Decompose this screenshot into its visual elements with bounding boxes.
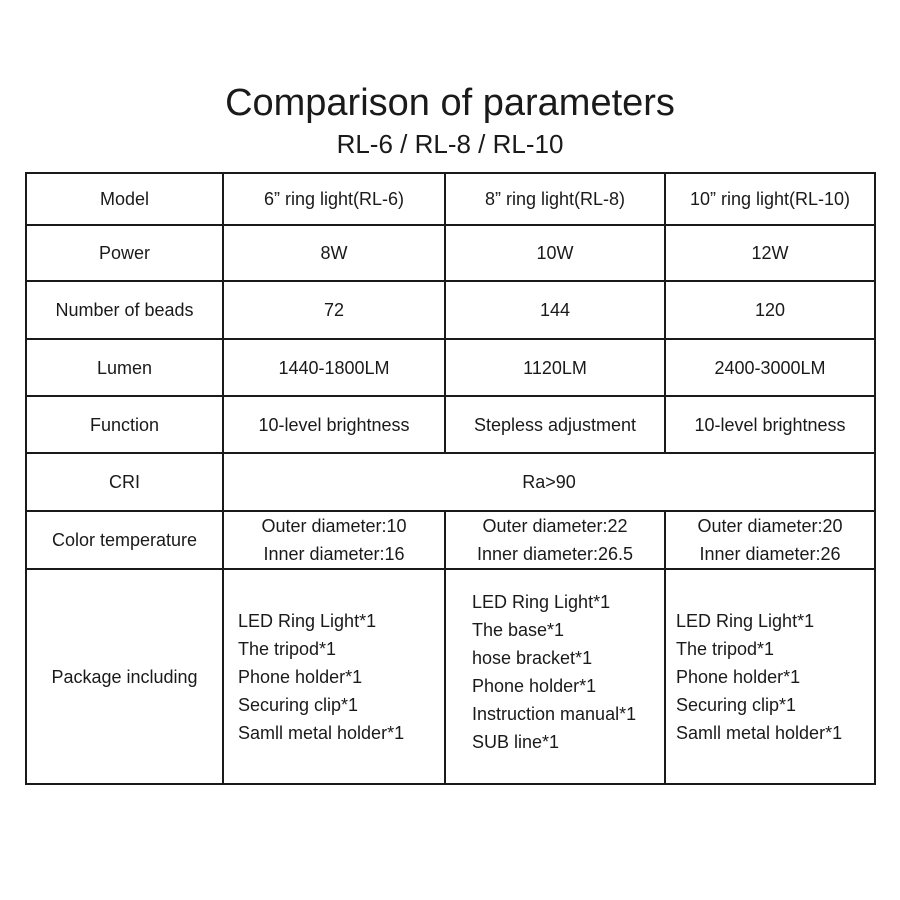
page-subtitle: RL-6 / RL-8 / RL-10 (336, 129, 564, 159)
inner-diameter-rl8: Inner diameter:26.5 (476, 544, 634, 564)
list-item: Securing clip*1 (238, 694, 359, 715)
cell-color-temp-rl10 (665, 511, 875, 569)
cell-beads-rl8: 144 (445, 281, 665, 339)
list-item: hose bracket*1 (472, 647, 593, 668)
cell-lumen-rl6: 1440-1800LM (223, 339, 445, 396)
cell-package-rl8 (445, 569, 665, 784)
inner-diameter-rl10: Inner diameter:26 (699, 544, 841, 564)
list-item: LED Ring Light*1 (676, 610, 815, 631)
list-item: Securing clip*1 (676, 694, 797, 715)
row-label-package: Package including (26, 569, 223, 784)
cell-power-rl6: 8W (223, 225, 445, 281)
row-label-cri: CRI (26, 453, 223, 511)
list-item: SUB line*1 (472, 731, 560, 752)
table-row-beads (26, 281, 875, 339)
cell-color-temp-rl8 (445, 511, 665, 569)
row-label-model: Model (26, 173, 223, 225)
package-list-rl10 (676, 609, 874, 745)
table-row-power (26, 225, 875, 281)
list-item: Phone holder*1 (238, 666, 363, 687)
list-item: Samll metal holder*1 (676, 722, 843, 743)
list-item: The base*1 (472, 619, 565, 640)
cell-color-temp-rl6 (223, 511, 445, 569)
cell-function-rl6: 10-level brightness (223, 396, 445, 453)
cell-model-rl8: 8” ring light(RL-8) (445, 173, 665, 225)
table-row-lumen (26, 339, 875, 396)
package-list-rl6 (238, 609, 444, 745)
cell-lumen-rl8: 1120LM (445, 339, 665, 396)
table-row-model (26, 173, 875, 225)
inner-diameter-rl6: Inner diameter:16 (263, 544, 405, 564)
list-item: The tripod*1 (238, 638, 337, 659)
list-item: Phone holder*1 (676, 666, 801, 687)
cell-package-rl10 (665, 569, 875, 784)
list-item: Phone holder*1 (472, 675, 597, 696)
table-row-package (26, 569, 875, 784)
table-row-function (26, 396, 875, 453)
list-item: Samll metal holder*1 (238, 722, 405, 743)
outer-diameter-rl8: Outer diameter:22 (482, 516, 628, 536)
cell-lumen-rl10: 2400-3000LM (665, 339, 875, 396)
row-label-beads: Number of beads (26, 281, 223, 339)
row-label-color-temperature: Color temperature (26, 511, 223, 569)
parameters-table (25, 172, 876, 785)
package-list-rl8 (472, 590, 664, 754)
cell-model-rl10: 10” ring light(RL-10) (665, 173, 875, 225)
table-row-color-temperature (26, 511, 875, 569)
row-label-lumen: Lumen (26, 339, 223, 396)
cell-power-rl10: 12W (665, 225, 875, 281)
outer-diameter-rl10: Outer diameter:20 (697, 516, 843, 536)
row-label-function: Function (26, 396, 223, 453)
cell-beads-rl6: 72 (223, 281, 445, 339)
cell-power-rl8: 10W (445, 225, 665, 281)
list-item: LED Ring Light*1 (472, 591, 611, 612)
cell-function-rl8: Stepless adjustment (445, 396, 665, 453)
list-item: LED Ring Light*1 (238, 610, 377, 631)
table-row-cri (26, 453, 875, 511)
row-label-power: Power (26, 225, 223, 281)
list-item: Instruction manual*1 (472, 703, 637, 724)
cell-model-rl6: 6” ring light(RL-6) (223, 173, 445, 225)
list-item: The tripod*1 (676, 638, 775, 659)
outer-diameter-rl6: Outer diameter:10 (261, 516, 407, 536)
page-title: Comparison of parameters (225, 82, 675, 124)
cell-beads-rl10: 120 (665, 281, 875, 339)
cell-cri-value: Ra>90 (223, 453, 875, 511)
cell-package-rl6 (223, 569, 445, 784)
cell-function-rl10: 10-level brightness (665, 396, 875, 453)
